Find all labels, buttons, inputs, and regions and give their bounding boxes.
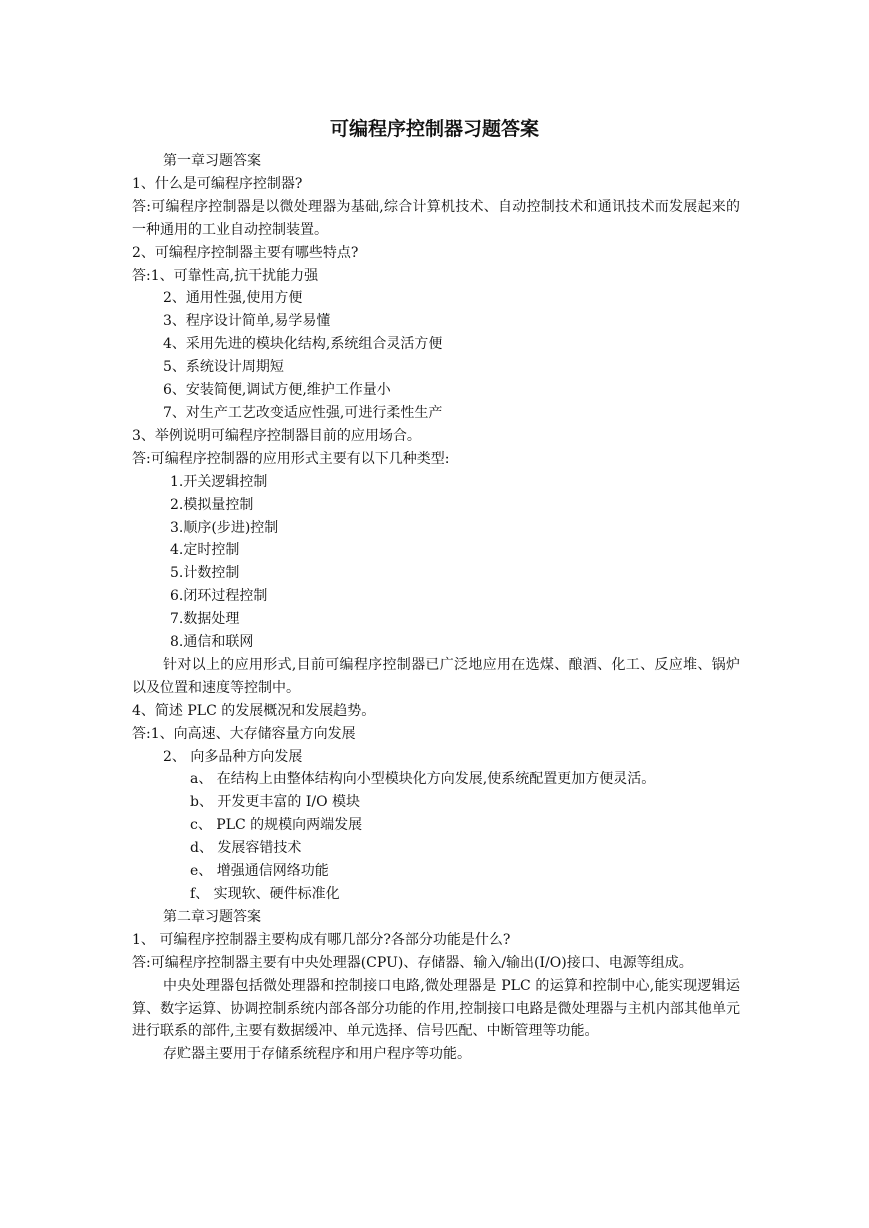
chapter2-paragraph-memory: 存贮器主要用于存储系统程序和用户程序等功能。 [163,1046,471,1063]
answer-3-item: 8.通信和联网 [170,634,254,651]
chapter2-question-1: 1、 可编程序控制器主要构成有哪几部分?各部分功能是什么? [132,931,511,948]
answer-2-item: 7、对生产工艺改变适应性强,可进行柔性生产 [163,404,443,421]
chapter2-paragraph-cpu: 中央处理器包括微处理器和控制接口电路,微处理器是 PLC 的运算和控制中心,能实现逻辑运算、数字运算、协调控制系统内部各部分功能的作用,控制接口电路是微处理器与主机内部其他单元进行联系的部件,主要有数据缓冲、单元选择、信号匹配、中断管理等功能。 [132,977,740,1040]
document-title: 可编程序控制器习题答案 [329,118,539,140]
answer-2-item: 6、安装简便,调试方便,维护工作量小 [163,382,391,399]
question-3: 3、举例说明可编程序控制器目前的应用场合。 [132,427,421,444]
answer-4-subitem: b、 开发更丰富的 I/O 模块 [190,794,361,811]
question-1: 1、什么是可编程序控制器? [132,175,303,192]
answer-2-item: 答:1、可靠性高,抗干扰能力强 [132,267,319,284]
answer-3-item: 1.开关逻辑控制 [170,473,268,490]
answer-4-subitem: f、 实现软、硬件标准化 [190,886,340,902]
answer-4-subitem: e、 增强通信网络功能 [190,863,329,880]
question-4: 4、简述 PLC 的发展概况和发展趋势。 [132,702,376,719]
answer-4-subitem: d、 发展容错技术 [190,840,302,857]
chapter1-heading: 第一章习题答案 [163,153,261,169]
answer-2-item: 5、系统设计周期短 [163,359,284,376]
answer-4-subitem: c、 PLC 的规模向两端发展 [190,817,363,834]
document-body [132,150,740,1066]
answer-4-subitem: a、 在结构上由整体结构向小型模块化方向发展,使系统配置更加方便灵活。 [190,771,656,788]
answer-3-item: 7.数据处理 [170,611,240,628]
answer-2-item: 3、程序设计简单,易学易懂 [163,313,331,330]
answer-1: 答:可编程序控制器是以微处理器为基础,综合计算机技术、自动控制技术和通讯技术而发展起来的一种通用的工业自动控制装置。 [132,198,740,238]
answer-3-intro: 答:可编程序控制器的应用形式主要有以下几种类型: [132,450,450,467]
answer-3-item: 3.顺序(步进)控制 [170,519,279,536]
answer-3-item: 6.闭环过程控制 [170,588,268,605]
answer-3-summary: 针对以上的应用形式,目前可编程序控制器已广泛地应用在选煤、酿酒、化工、反应堆、锅炉以及位置和速度等控制中。 [132,656,740,696]
answer-3-item: 2.模拟量控制 [170,496,254,513]
chapter2-answer-1: 答:可编程序控制器主要有中央处理器(CPU)、存储器、输入/输出(I/O)接口、电源等组成。 [132,954,693,971]
answer-4-item: 答:1、向高速、大存储容量方向发展 [132,725,356,742]
chapter2-heading: 第二章习题答案 [163,908,261,925]
answer-3-item: 4.定时控制 [170,542,240,559]
answer-4-item: 2、 向多品种方向发展 [163,748,303,765]
answer-2-item: 4、采用先进的模块化结构,系统组合灵活方便 [163,336,443,353]
answer-3-item: 5.计数控制 [170,565,240,582]
question-2: 2、可编程序控制器主要有哪些特点? [132,244,359,261]
answer-2-item: 2、通用性强,使用方便 [163,290,303,307]
